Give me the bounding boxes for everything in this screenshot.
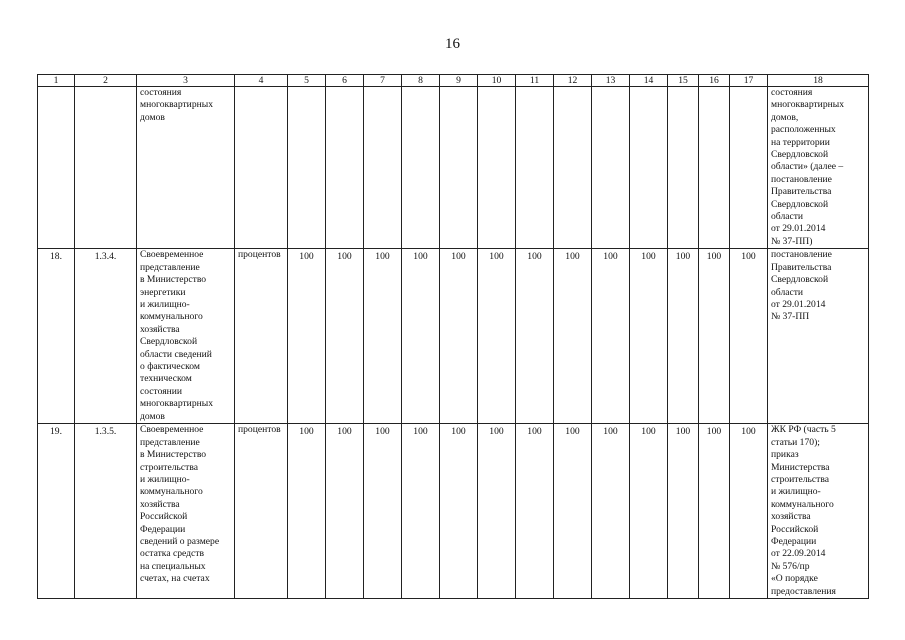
- value-cell-col-13: 100: [592, 249, 630, 424]
- column-header-16: 16: [699, 75, 730, 87]
- source-document-cell-line: приказ: [771, 449, 799, 461]
- value-cell-col-8: [402, 87, 440, 249]
- source-document-cell-line: от 29.01.2014: [771, 298, 826, 310]
- indicator-name-cell-line: счетах, на счетах: [140, 573, 210, 585]
- row-number-cell: [38, 87, 75, 249]
- source-document-cell-line: Российской: [771, 523, 819, 535]
- source-document-cell-line: и жилищно-: [771, 486, 821, 498]
- column-header-6: 6: [326, 75, 364, 87]
- row-number-cell: 18.: [38, 249, 75, 424]
- unit-cell: процентов: [235, 249, 288, 424]
- column-header-14: 14: [630, 75, 668, 87]
- value-cell-col-6: [326, 87, 364, 249]
- indicator-name-cell-line: Свердловской: [140, 336, 198, 348]
- column-header-8: 8: [402, 75, 440, 87]
- indicator-name-cell-line: коммунального: [140, 311, 203, 323]
- source-document-cell: [768, 87, 869, 249]
- value-cell-col-16: 100: [699, 249, 730, 424]
- unit-cell: [235, 87, 288, 249]
- source-document-cell-line: Правительства: [771, 261, 832, 273]
- table-row: [38, 249, 869, 424]
- indicator-name-cell-line: состояния: [140, 87, 182, 98]
- value-cell-col-11: 100: [516, 249, 554, 424]
- indicator-name-cell-line: сведений о размере: [140, 535, 220, 547]
- indicator-name-cell-line: многоквартирных: [140, 99, 213, 111]
- value-cell-col-12: 100: [554, 249, 592, 424]
- value-cell-col-10: [478, 87, 516, 249]
- value-cell-col-5: 100: [288, 424, 326, 599]
- value-cell-col-15: [668, 87, 699, 249]
- source-document-cell: [768, 424, 869, 599]
- indicator-name-cell-line: коммунального: [140, 486, 203, 498]
- item-code-cell: 1.3.5.: [75, 424, 137, 599]
- column-header-1: 1: [38, 75, 75, 87]
- source-document-cell-line: № 576/пр: [771, 560, 810, 572]
- column-header-10: 10: [478, 75, 516, 87]
- source-document-cell-line: Свердловской: [771, 274, 829, 286]
- value-cell-col-12: [554, 87, 592, 249]
- source-document-cell-line: хозяйства: [771, 511, 811, 523]
- indicator-name-cell-line: домов: [140, 111, 165, 123]
- value-cell-col-10: 100: [478, 424, 516, 599]
- value-cell-col-17: 100: [730, 424, 768, 599]
- value-cell-col-16: [699, 87, 730, 249]
- value-cell-col-10: 100: [478, 249, 516, 424]
- indicator-name-cell-line: техническом: [140, 373, 192, 385]
- source-document-cell-line: области» (далее –: [771, 161, 844, 173]
- column-header-5: 5: [288, 75, 326, 87]
- indicator-name-cell-line: остатка средств: [140, 548, 205, 560]
- column-header-12: 12: [554, 75, 592, 87]
- data-table: [37, 74, 869, 599]
- column-header-7: 7: [364, 75, 402, 87]
- source-document-cell-line: многоквартирных: [771, 99, 844, 111]
- value-cell-col-13: 100: [592, 424, 630, 599]
- source-document-cell-line: постановление: [771, 173, 832, 185]
- source-document-cell-line: от 29.01.2014: [771, 223, 826, 235]
- column-header-11: 11: [516, 75, 554, 87]
- column-header-3: 3: [137, 75, 235, 87]
- value-cell-col-9: 100: [440, 249, 478, 424]
- indicator-name-cell-line: и жилищно-: [140, 473, 190, 485]
- item-code-cell: 1.3.4.: [75, 249, 137, 424]
- indicator-name-cell-line: домов: [140, 410, 165, 422]
- value-cell-col-6: 100: [326, 424, 364, 599]
- value-cell-col-15: 100: [668, 424, 699, 599]
- source-document-cell-line: № 37-ПП: [771, 311, 810, 323]
- source-document-cell-line: Свердловской: [771, 198, 829, 210]
- column-header-13: 13: [592, 75, 630, 87]
- indicator-name-cell-line: строительства: [140, 461, 199, 473]
- indicator-name-cell-line: энергетики: [140, 286, 186, 298]
- value-cell-col-12: 100: [554, 424, 592, 599]
- source-document-cell-line: расположенных: [771, 124, 836, 136]
- value-cell-col-9: 100: [440, 424, 478, 599]
- column-header-9: 9: [440, 75, 478, 87]
- source-document-cell-line: области: [771, 211, 804, 223]
- value-cell-col-11: 100: [516, 424, 554, 599]
- value-cell-col-5: 100: [288, 249, 326, 424]
- source-document-cell-line: состояния: [771, 87, 813, 98]
- indicator-name-cell-line: Своевременное: [140, 249, 204, 261]
- column-header-18: 18: [768, 75, 869, 87]
- value-cell-col-17: 100: [730, 249, 768, 424]
- value-cell-col-14: 100: [630, 249, 668, 424]
- source-document-cell-line: ЖК РФ (часть 5: [771, 424, 836, 436]
- table-row: [38, 87, 869, 249]
- item-code-cell: [75, 87, 137, 249]
- indicator-name-cell-line: Своевременное: [140, 424, 204, 436]
- value-cell-col-17: [730, 87, 768, 249]
- source-document-cell-line: на территории: [771, 136, 830, 148]
- column-header-4: 4: [235, 75, 288, 87]
- source-document-cell-line: коммунального: [771, 498, 834, 510]
- source-document-cell-line: Министерства: [771, 461, 830, 473]
- indicator-name-cell-line: хозяйства: [140, 498, 180, 510]
- indicator-name-cell-line: о фактическом: [140, 360, 200, 372]
- indicator-name-cell-line: представление: [140, 436, 200, 448]
- source-document-cell-line: области: [771, 286, 804, 298]
- value-cell-col-8: 100: [402, 424, 440, 599]
- value-cell-col-13: [592, 87, 630, 249]
- column-header-15: 15: [668, 75, 699, 87]
- source-document-cell-line: строительства: [771, 473, 830, 485]
- indicator-name-cell-line: на специальных: [140, 560, 206, 572]
- value-cell-col-7: 100: [364, 249, 402, 424]
- indicator-name-cell: [137, 249, 235, 424]
- source-document-cell-line: постановление: [771, 249, 832, 261]
- value-cell-col-16: 100: [699, 424, 730, 599]
- indicator-name-cell-line: представление: [140, 261, 200, 273]
- value-cell-col-11: [516, 87, 554, 249]
- source-document-cell-line: Федерации: [771, 535, 817, 547]
- source-document-cell-line: Свердловской: [771, 149, 829, 161]
- source-document-cell-line: «О порядке: [771, 573, 818, 585]
- indicator-name-cell-line: Российской: [140, 511, 188, 523]
- indicator-name-cell-line: многоквартирных: [140, 398, 213, 410]
- table-row: [38, 424, 869, 599]
- value-cell-col-7: [364, 87, 402, 249]
- value-cell-col-8: 100: [402, 249, 440, 424]
- indicator-name-cell-line: хозяйства: [140, 323, 180, 335]
- value-cell-col-15: 100: [668, 249, 699, 424]
- page-number: 16: [445, 36, 460, 52]
- indicator-name-cell-line: и жилищно-: [140, 298, 190, 310]
- source-document-cell-line: домов,: [771, 111, 799, 123]
- source-document-cell-line: статьи 170);: [771, 436, 820, 448]
- source-document-cell-line: от 22.09.2014: [771, 548, 826, 560]
- value-cell-col-14: [630, 87, 668, 249]
- value-cell-col-6: 100: [326, 249, 364, 424]
- header-row: [38, 75, 869, 87]
- source-document-cell: [768, 249, 869, 424]
- value-cell-col-7: 100: [364, 424, 402, 599]
- indicator-name-cell-line: в Министерство: [140, 274, 207, 286]
- value-cell-col-5: [288, 87, 326, 249]
- value-cell-col-14: 100: [630, 424, 668, 599]
- source-document-cell-line: предоставления: [771, 585, 836, 597]
- indicator-name-cell-line: области сведений: [140, 348, 212, 360]
- indicator-name-cell: [137, 424, 235, 599]
- indicator-name-cell-line: в Министерство: [140, 449, 207, 461]
- row-number-cell: 19.: [38, 424, 75, 599]
- indicator-name-cell: [137, 87, 235, 249]
- source-document-cell-line: Правительства: [771, 186, 832, 198]
- column-header-17: 17: [730, 75, 768, 87]
- indicator-name-cell-line: состоянии: [140, 385, 183, 397]
- column-header-2: 2: [75, 75, 137, 87]
- source-document-cell-line: № 37-ПП): [771, 235, 813, 247]
- unit-cell: процентов: [235, 424, 288, 599]
- value-cell-col-9: [440, 87, 478, 249]
- indicator-name-cell-line: Федерации: [140, 523, 186, 535]
